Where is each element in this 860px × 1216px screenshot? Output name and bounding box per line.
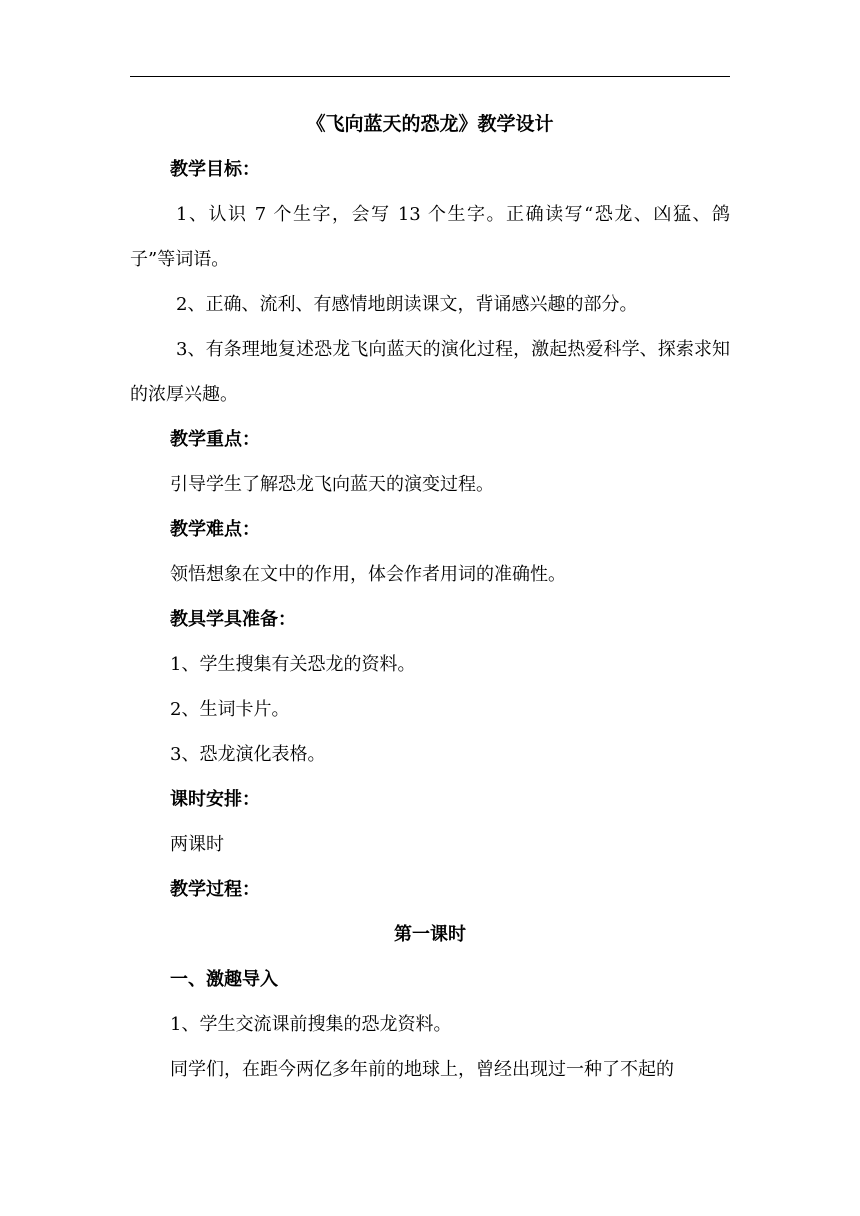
schedule-text: 两课时: [170, 834, 224, 855]
materials-item-2: 2、生词卡片。: [170, 699, 290, 720]
objective-item-2: 2、正确、流利、有感情地朗读课文，背诵感兴趣的部分。: [176, 294, 638, 315]
key-points-text: 引导学生了解恐龙飞向蓝天的演变过程。: [170, 474, 494, 495]
section-one-heading: 一、激趣导入: [170, 969, 278, 990]
objective-item-3: 3、有条理地复述恐龙飞向蓝天的演化过程，激起热爱科学、探索求知的浓厚兴趣。: [130, 339, 730, 405]
objective-item-1: 1、认识 7 个生字，会写 13 个生字。正确读写“恐龙、凶猛、鸽子”等词语。: [130, 204, 730, 270]
process-heading: 教学过程：: [170, 879, 260, 900]
materials-item-1: 1、学生搜集有关恐龙的资料。: [170, 654, 416, 675]
document-title: 《飞向蓝天的恐龙》教学设计: [306, 113, 554, 135]
section-one-item: 1、学生交流课前搜集的恐龙资料。: [170, 1014, 452, 1035]
materials-heading: 教具学具准备：: [170, 609, 296, 630]
lesson-one-heading: 第一课时: [394, 924, 466, 945]
materials-item-3: 3、恐龙演化表格。: [170, 744, 326, 765]
difficulties-heading: 教学难点：: [170, 519, 260, 540]
section-one-text: 同学们，在距今两亿多年前的地球上，曾经出现过一种了不起的: [170, 1059, 674, 1080]
key-points-heading: 教学重点：: [170, 429, 260, 450]
document-body: [130, 102, 730, 1092]
difficulties-text: 领悟想象在文中的作用，体会作者用词的准确性。: [170, 564, 566, 585]
header-rule: [130, 76, 730, 77]
objectives-heading: 教学目标：: [170, 159, 260, 180]
schedule-heading: 课时安排：: [170, 789, 260, 810]
